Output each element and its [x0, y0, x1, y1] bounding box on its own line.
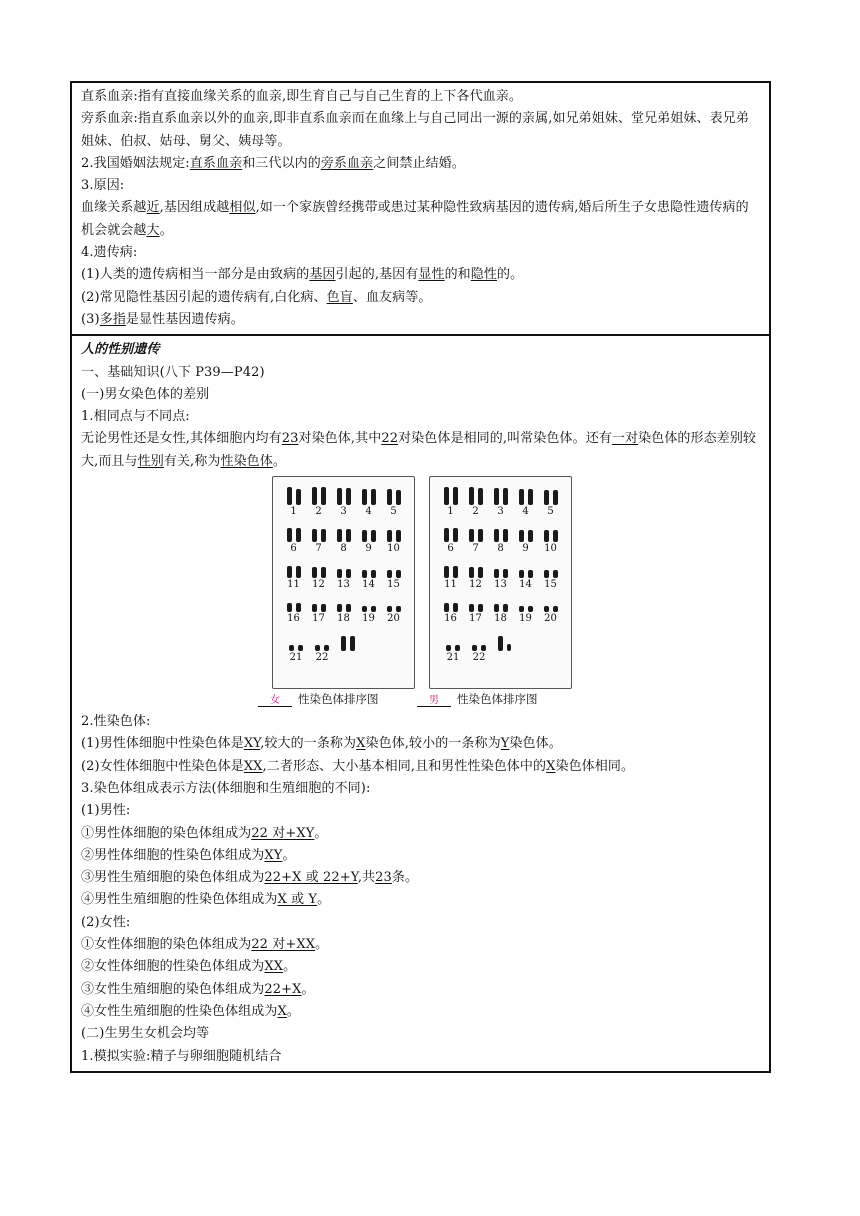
text-run: 是显性基因遗传病。	[125, 311, 244, 327]
chromosome-icon	[309, 565, 329, 578]
answer-blank: 近	[146, 200, 160, 216]
text-run: 对染色体是相同的,叫常染色体。还有	[398, 431, 612, 447]
chromosome-icon	[516, 487, 536, 505]
chromosome-number: 16	[444, 613, 457, 625]
text-run: 之间禁止结婚。	[373, 155, 465, 171]
chromosome-pair	[515, 487, 537, 521]
answer-blank: 多指	[99, 311, 126, 327]
chromosome-pair	[333, 487, 355, 521]
text-run: 染色体的形态差别较大,而且与	[81, 431, 757, 469]
text-run: (2)女性体细胞中性染色体是	[81, 758, 244, 774]
subheading-differences: (一)男女染色体的差别	[81, 386, 210, 402]
genetic-disease-item-1	[81, 264, 761, 286]
text-run: 血缘关系越	[81, 200, 147, 216]
text-run: (1)男性体细胞中性染色体是	[81, 736, 244, 752]
chromosome-icon	[441, 527, 461, 542]
chromosome-icon	[338, 635, 358, 651]
chromosome-pair	[308, 601, 330, 635]
chromosome-pair	[465, 565, 487, 599]
karyotype-row-3	[438, 565, 563, 599]
chromosome-pair	[285, 635, 307, 669]
answer-blank: Y	[500, 736, 510, 752]
notation-heading: 3.染色体组成表示方法(体细胞和生殖细胞的不同):	[81, 780, 371, 796]
chromosome-icon	[309, 601, 329, 612]
answer-blank: 22 对+XX	[251, 937, 316, 953]
chromosome-icon	[284, 527, 304, 542]
chromosome-number: 20	[544, 613, 557, 625]
male-caption	[417, 691, 538, 707]
chromosome-icon	[466, 565, 486, 578]
chromosome-number: 1	[290, 506, 297, 518]
text-run: ③男性生殖细胞的染色体组成为	[81, 870, 265, 886]
answer-blank: 22 对+XY	[251, 825, 315, 841]
chromosome-count-text	[81, 428, 761, 473]
chromosome-pair	[358, 487, 380, 521]
male-item-3	[81, 867, 761, 889]
answer-blank: 22+X 或 22+Y	[264, 870, 358, 886]
text-run: 和三代以内的	[242, 155, 321, 171]
chromosome-number: 3	[497, 506, 504, 518]
subheading-equal-chance: (二)生男生女机会均等	[81, 1026, 210, 1042]
karyotype-row-5	[285, 635, 406, 669]
chromosome-icon	[312, 635, 332, 651]
chromosome-pair	[468, 635, 490, 669]
chromosome-pair	[490, 527, 512, 561]
chromosome-number: 16	[287, 613, 300, 625]
chromosome-icon	[309, 487, 329, 505]
female-heading: (2)女性:	[81, 914, 131, 930]
chromosome-icon	[309, 527, 329, 542]
chromosome-icon	[466, 487, 486, 505]
chromosome-icon	[495, 635, 515, 651]
chromosome-number: 22	[472, 652, 486, 664]
male-item-1	[81, 823, 761, 845]
answer-blank: 隐性	[470, 267, 497, 283]
text-run: 。	[283, 959, 297, 975]
chromosome-icon	[284, 601, 304, 612]
karyotype-row-4	[281, 601, 406, 635]
chromosome-pair	[465, 601, 487, 635]
answer-blank: XX	[264, 959, 284, 975]
text-run: 引起的,基因有	[335, 267, 419, 283]
text-run: ,二者形态、大小基本相同,且和男性性染色体中的	[262, 758, 547, 774]
answer-blank: X	[356, 736, 366, 752]
text-run: 染色体相同。	[555, 758, 635, 774]
text-run: 染色体,较小的一条称为	[365, 736, 501, 752]
answer-blank: XY	[243, 736, 261, 752]
answer-blank: 相似	[229, 200, 256, 216]
chromosome-pair	[540, 527, 562, 561]
chromosome-number: 21	[446, 652, 460, 664]
chromosome-icon	[491, 601, 511, 612]
chromosome-pair	[540, 565, 562, 599]
female-item-4	[81, 1001, 761, 1023]
chromosome-pair	[383, 565, 405, 599]
chromosome-number: 1	[447, 506, 454, 518]
sex-chromosome-xx	[337, 635, 359, 669]
chromosome-icon	[384, 527, 404, 542]
answer-blank: XX	[243, 758, 263, 774]
chromosome-pair	[311, 635, 333, 669]
chromosome-icon	[466, 527, 486, 542]
karyotype-row-2	[281, 527, 406, 561]
chromosome-number: 15	[544, 579, 557, 591]
text-run: 。	[159, 222, 173, 238]
chromosome-number: 10	[387, 543, 400, 555]
chromosome-icon	[469, 635, 489, 651]
karyotype-figure	[81, 473, 761, 711]
chromosome-pair	[440, 487, 462, 521]
female-label-blank: 女	[258, 695, 292, 707]
male-item-4	[81, 889, 761, 911]
chromosome-pair	[515, 527, 537, 561]
text-run: 。	[315, 937, 329, 953]
genetic-disease-item-3	[81, 309, 761, 331]
chromosome-icon	[441, 601, 461, 612]
chromosome-number: 12	[312, 579, 325, 591]
text-run: ,基因组成越	[159, 200, 230, 216]
chromosome-icon	[334, 601, 354, 612]
chromosome-icon	[441, 487, 461, 505]
female-caption	[258, 691, 379, 707]
chromosome-number: 4	[365, 506, 372, 518]
chromosome-pair	[465, 527, 487, 561]
text-run: ②女性体细胞的性染色体组成为	[81, 959, 265, 975]
text-run: 条。	[391, 870, 419, 886]
chromosome-pair	[465, 487, 487, 521]
chromosome-pair	[442, 635, 464, 669]
answer-blank: 23	[281, 431, 299, 447]
chromosome-icon	[491, 487, 511, 505]
genetic-disease-heading: 4.遗传病:	[81, 245, 138, 261]
karyotype-row-5	[442, 635, 563, 669]
chromosome-icon	[286, 635, 306, 651]
chromosome-number: 20	[387, 613, 400, 625]
chromosome-pair	[383, 527, 405, 561]
chromosome-pair	[358, 565, 380, 599]
female-item-3	[81, 979, 761, 1001]
text-run: (2)常见隐性基因引起的遗传病有,白化病、	[81, 289, 327, 305]
text-run: 。	[286, 1003, 300, 1019]
chromosome-number: 3	[340, 506, 347, 518]
chromosome-number: 13	[337, 579, 350, 591]
chromosome-number: 18	[337, 613, 350, 625]
chromosome-icon	[443, 635, 463, 651]
answer-blank: X	[546, 758, 556, 774]
karyotype-row-1	[281, 487, 406, 521]
answer-blank: 大	[146, 222, 160, 238]
chromosome-number: 9	[522, 543, 529, 555]
female-karyotype-panel	[272, 476, 415, 689]
chromosome-number: 5	[547, 506, 554, 518]
chromosome-number: 6	[290, 543, 297, 555]
chromosome-pair	[490, 565, 512, 599]
collateral-kin-definition: 旁系血亲:指直系血亲以外的血亲,即非直系血亲而在血缘上与自己同出一源的亲属,如兄弟姐妹、堂兄弟姐妹、表兄弟姐妹、伯叔、姑母、舅父、姨母等。	[81, 111, 749, 149]
chromosome-pair	[440, 527, 462, 561]
text-run: 。	[314, 825, 328, 841]
answer-blank: 色盲	[326, 289, 353, 305]
text-run: 2.我国婚姻法规定:	[81, 155, 190, 171]
chromosome-icon	[491, 565, 511, 578]
chromosome-icon	[541, 565, 561, 578]
chromosome-pair	[308, 565, 330, 599]
chromosome-pair	[283, 487, 305, 521]
chromosome-icon	[284, 487, 304, 505]
chromosome-pair	[333, 527, 355, 561]
text-run: 。	[282, 847, 296, 863]
chromosome-number: 6	[447, 543, 454, 555]
text-run: 的。	[496, 267, 524, 283]
answer-blank: 22	[381, 431, 399, 447]
chromosome-number: 8	[497, 543, 504, 555]
chromosome-icon	[384, 565, 404, 578]
text-run: 染色体。	[509, 736, 562, 752]
sex-chromosome-xy	[494, 635, 516, 669]
chromosome-number: 22	[315, 652, 329, 664]
text-run: ③女性生殖细胞的染色体组成为	[81, 981, 265, 997]
marriage-law-line	[81, 153, 761, 175]
answer-blank: 基因	[309, 267, 336, 283]
caption-text: 性染色体排序图	[457, 692, 538, 707]
chromosome-icon	[541, 601, 561, 612]
chromosome-icon	[334, 565, 354, 578]
chromosome-pair	[490, 601, 512, 635]
chromosome-pair	[540, 601, 562, 635]
basic-knowledge-heading: 一、基础知识(八下 P39—P42)	[81, 364, 265, 380]
female-item-2	[81, 956, 761, 978]
text-run: 有关,称为	[163, 453, 221, 469]
chromosome-number: 11	[287, 579, 300, 591]
answer-blank: XY	[264, 847, 283, 863]
chromosome-icon	[359, 601, 379, 612]
answer-blank: 23	[375, 870, 392, 886]
genetic-disease-item-2	[81, 287, 761, 309]
text-run: ①男性体细胞的染色体组成为	[81, 825, 252, 841]
chromosome-number: 8	[340, 543, 347, 555]
chromosome-pair	[333, 601, 355, 635]
chromosome-icon	[284, 565, 304, 578]
chromosome-pair	[358, 601, 380, 635]
chromosome-number: 2	[472, 506, 479, 518]
answer-blank: 直系血亲	[189, 155, 243, 171]
chromosome-icon	[441, 565, 461, 578]
chromosome-icon	[466, 601, 486, 612]
chromosome-pair	[283, 527, 305, 561]
male-karyotype-panel	[429, 476, 572, 689]
chromosome-number: 9	[365, 543, 372, 555]
chromosome-pair	[333, 565, 355, 599]
answer-blank: 显性	[418, 267, 445, 283]
karyotype-row-2	[438, 527, 563, 561]
text-run: 。	[272, 453, 286, 469]
female-sex-chromosome-text	[81, 756, 761, 778]
text-run: 、血友病等。	[352, 289, 432, 305]
text-run: (3)	[81, 311, 100, 327]
karyotype-row-1	[438, 487, 563, 521]
text-run: ①女性体细胞的染色体组成为	[81, 937, 252, 953]
text-run: 对染色体,其中	[298, 431, 382, 447]
chromosome-icon	[516, 565, 536, 578]
text-run: ④男性生殖细胞的性染色体组成为	[81, 892, 278, 908]
chromosome-number: 19	[362, 613, 375, 625]
text-run: (1)人类的遗传病相当一部分是由致病的	[81, 267, 310, 283]
simulation-experiment-line: 1.模拟实验:精子与卵细胞随机结合	[81, 1048, 282, 1064]
chromosome-number: 17	[312, 613, 325, 625]
chromosome-pair	[540, 487, 562, 521]
chromosome-pair	[440, 565, 462, 599]
caption-text: 性染色体排序图	[298, 692, 379, 707]
reason-heading: 3.原因:	[81, 178, 125, 194]
chromosome-pair	[490, 487, 512, 521]
text-run: ④女性生殖细胞的性染色体组成为	[81, 1003, 278, 1019]
chromosome-number: 4	[522, 506, 529, 518]
chromosome-number: 14	[519, 579, 532, 591]
chromosome-icon	[359, 487, 379, 505]
chromosome-pair	[383, 487, 405, 521]
male-sex-chromosome-text	[81, 733, 761, 755]
worksheet-table	[70, 81, 771, 1073]
chromosome-number: 18	[494, 613, 507, 625]
answer-blank: 22+X	[264, 981, 302, 997]
chromosome-icon	[491, 527, 511, 542]
chromosome-pair	[308, 487, 330, 521]
text-run: ②男性体细胞的性染色体组成为	[81, 847, 265, 863]
similarities-heading: 1.相同点与不同点:	[81, 409, 190, 425]
chromosome-icon	[384, 601, 404, 612]
answer-blank: 性染色体	[220, 453, 273, 469]
sex-inheritance-section	[72, 334, 769, 1071]
chromosome-pair	[515, 601, 537, 635]
male-label-blank: 男	[417, 695, 451, 707]
text-run: 。	[317, 892, 331, 908]
section-title: 人的性别遗传	[81, 342, 160, 358]
answer-blank: X	[277, 1003, 287, 1019]
chromosome-pair	[358, 527, 380, 561]
chromosome-icon	[359, 527, 379, 542]
chromosome-pair	[440, 601, 462, 635]
chromosome-number: 7	[472, 543, 479, 555]
text-run: ,较大的一条称为	[260, 736, 357, 752]
chromosome-pair	[383, 601, 405, 635]
female-item-1	[81, 934, 761, 956]
chromosome-number: 13	[494, 579, 507, 591]
text-run: ,共	[357, 870, 376, 886]
sex-chromosome-heading: 2.性染色体:	[81, 714, 151, 730]
chromosome-icon	[516, 527, 536, 542]
chromosome-pair	[515, 565, 537, 599]
text-run: 无论男性还是女性,其体细胞内均有	[81, 431, 282, 447]
chromosome-icon	[334, 527, 354, 542]
text-run: 的和	[444, 267, 471, 283]
reason-text	[81, 197, 761, 242]
chromosome-number: 17	[469, 613, 482, 625]
chromosome-pair	[308, 527, 330, 561]
chromosome-number: 19	[519, 613, 532, 625]
answer-blank: X 或 Y	[277, 892, 318, 908]
answer-blank: 旁系血亲	[320, 155, 374, 171]
chromosome-icon	[541, 527, 561, 542]
chromosome-icon	[384, 487, 404, 505]
chromosome-number: 10	[544, 543, 557, 555]
karyotype-row-4	[438, 601, 563, 635]
male-heading: (1)男性:	[81, 803, 131, 819]
direct-kin-definition: 直系血亲:指有直接血缘关系的血亲,即生育自己与自己生育的上下各代血亲。	[81, 89, 523, 104]
chromosome-icon	[516, 601, 536, 612]
male-item-2	[81, 845, 761, 867]
chromosome-number: 5	[390, 506, 397, 518]
chromosome-number: 12	[469, 579, 482, 591]
chromosome-icon	[334, 487, 354, 505]
chromosome-number: 7	[315, 543, 322, 555]
chromosome-pair	[283, 601, 305, 635]
kinship-section	[72, 83, 769, 334]
chromosome-number: 21	[289, 652, 303, 664]
text-run: 。	[301, 981, 315, 997]
chromosome-number: 15	[387, 579, 400, 591]
karyotype-row-3	[281, 565, 406, 599]
chromosome-number: 11	[444, 579, 457, 591]
chromosome-number: 2	[315, 506, 322, 518]
chromosome-icon	[359, 565, 379, 578]
text-run: ,如一个家族曾经携带或患过某种隐性致病基因的遗传病,婚后所生子女患隐性遗传病的机会就会越	[81, 200, 749, 238]
chromosome-pair	[283, 565, 305, 599]
chromosome-number: 14	[362, 579, 375, 591]
answer-blank: 性别	[137, 453, 164, 469]
chromosome-icon	[541, 487, 561, 505]
answer-blank: 一对	[611, 431, 639, 447]
